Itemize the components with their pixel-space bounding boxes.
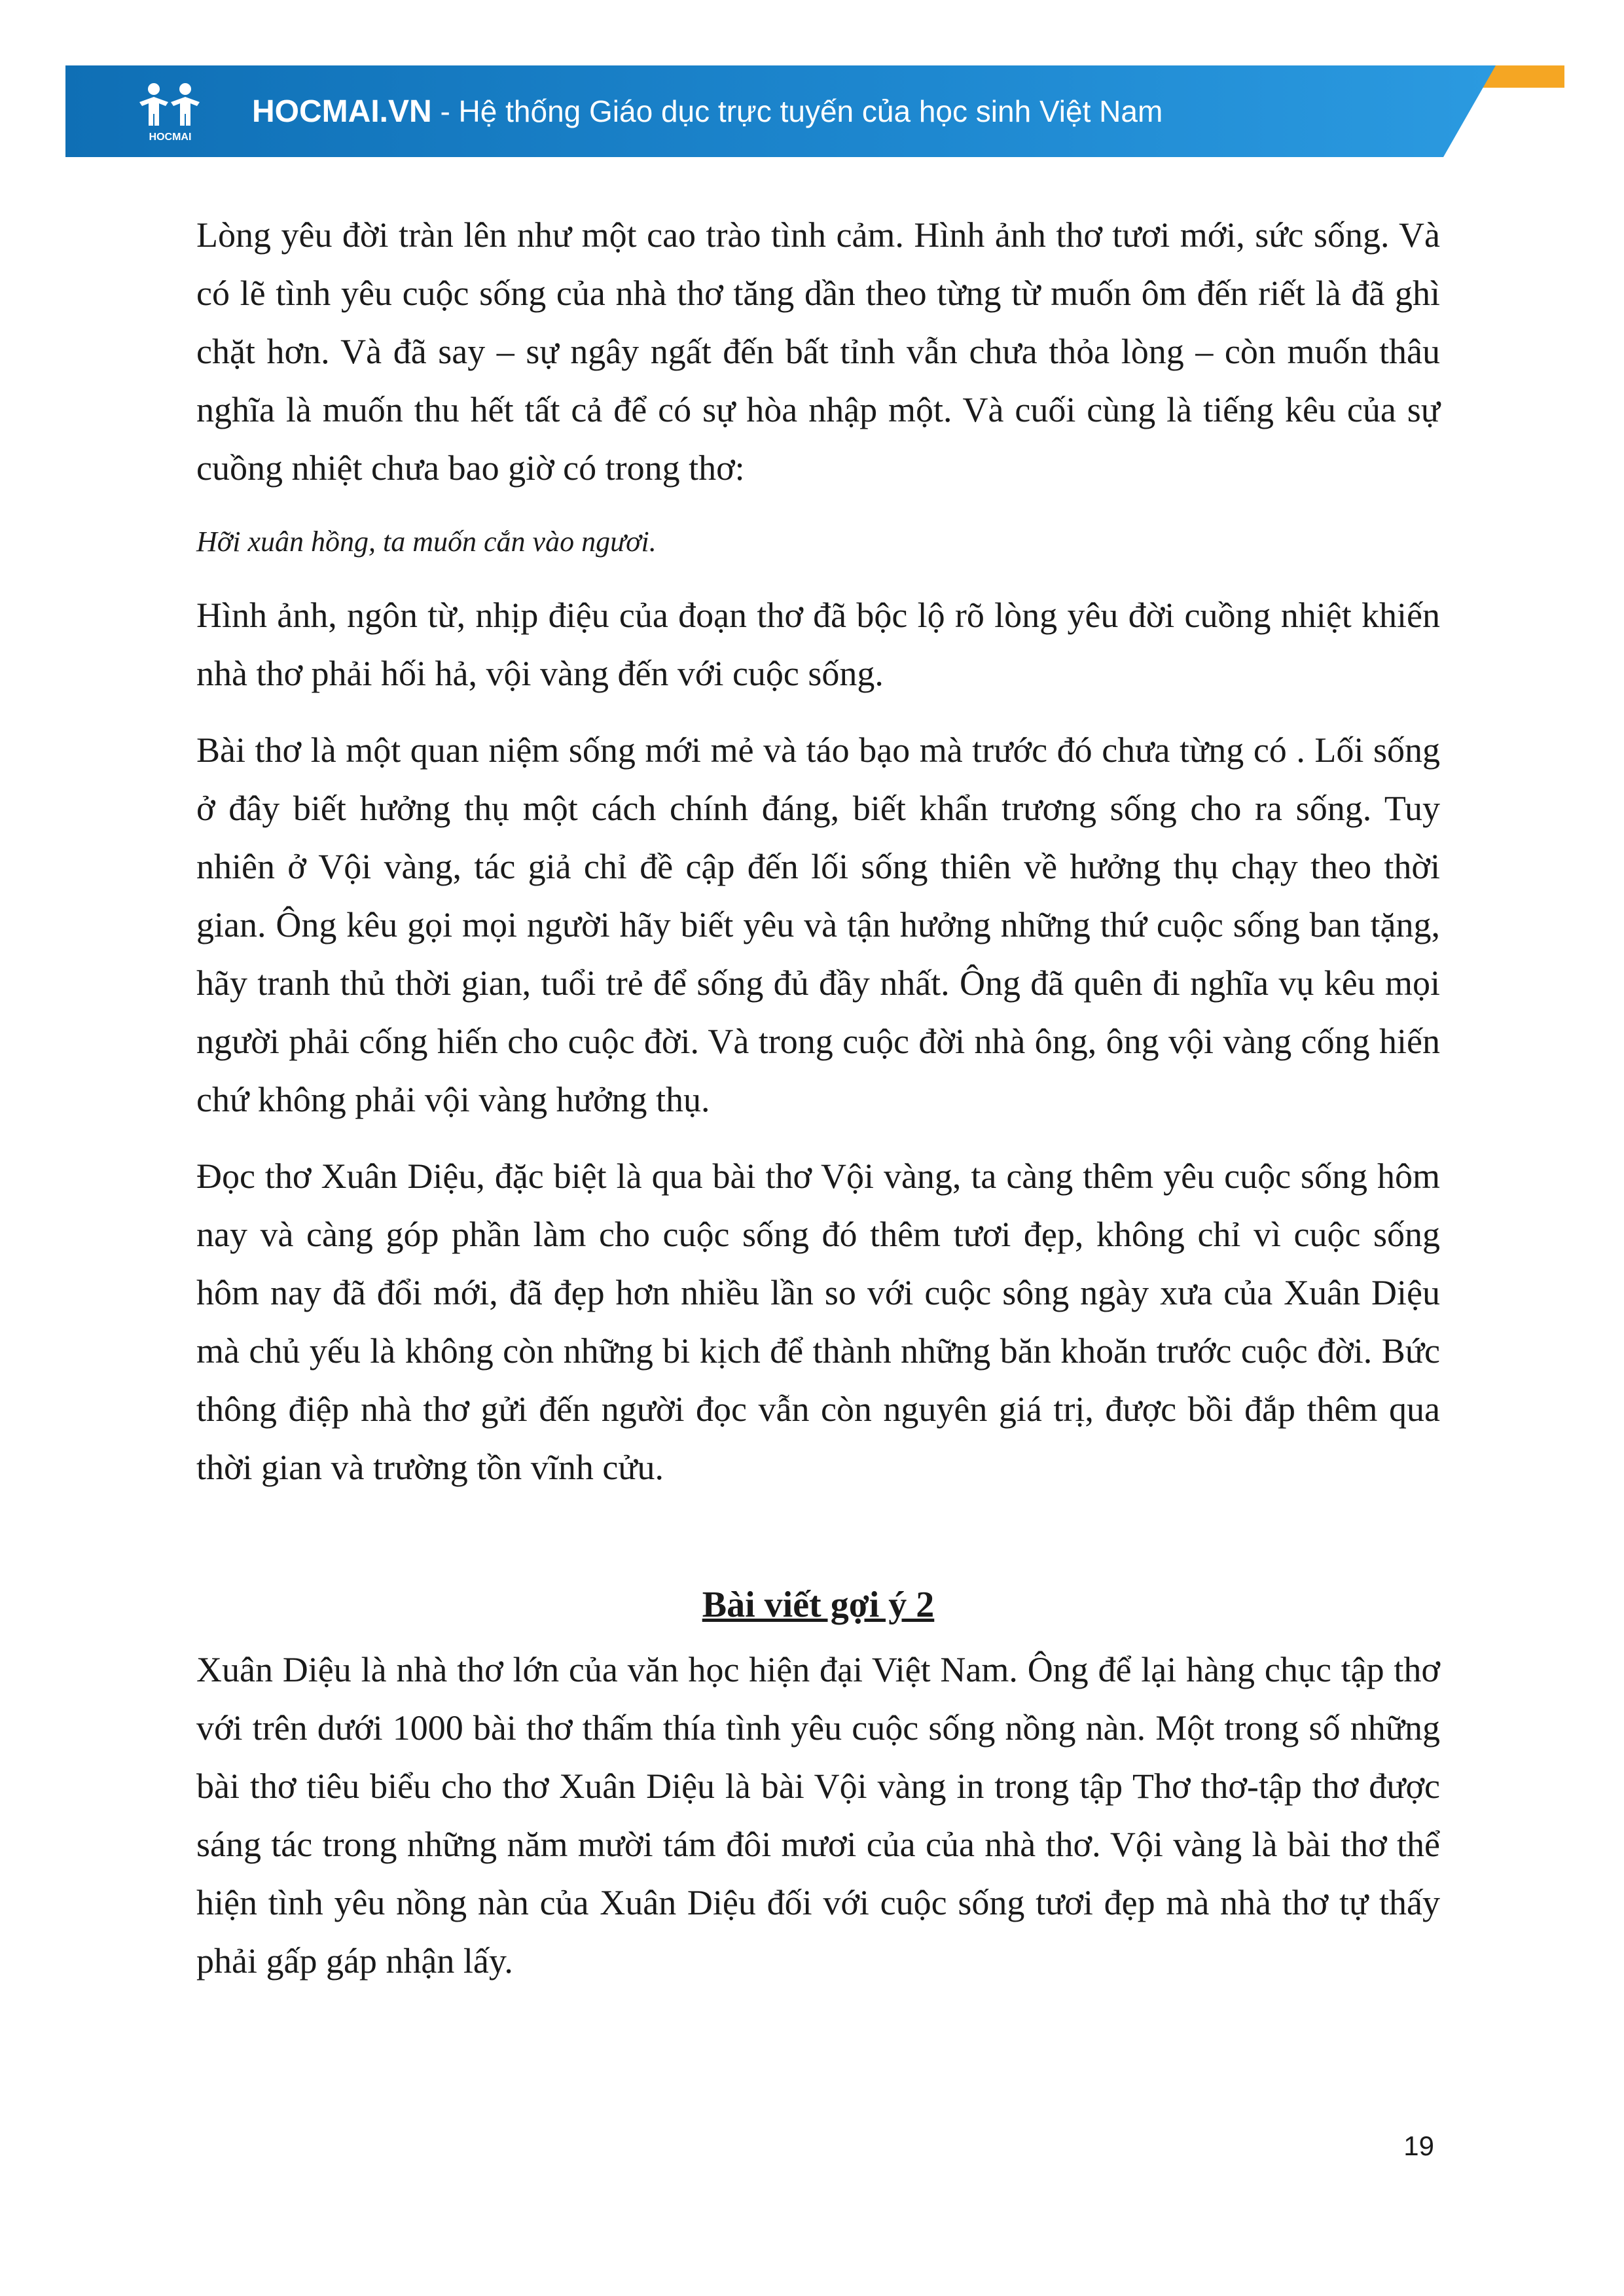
poem-quote: Hỡi xuân hồng, ta muốn cắn vào ngươi.: [196, 526, 657, 558]
header-banner: [65, 65, 1564, 157]
logo-caption: HOCMAI: [149, 132, 192, 143]
paragraph-5: Xuân Diệu là nhà thơ lớn của văn học hiện đại Việt Nam. Ông để lại hàng chục tập thơ với trên dưới 1000 bài thơ thấm thía tình yêu cuộc sống nồng nàn. Một trong số những bài thơ tiêu biểu cho thơ Xuân Diệu là bài Vội vàng in trong tập Thơ thơ-tập thơ được sáng tác trong những năm mười tám đôi mươi của của nhà thơ. Vội vàng là bài thơ thể hiện tình yêu nồng nàn của Xuân Diệu đối với cuộc sống tươi đẹp mà nhà thơ tự thấy phải gấp gáp nhận lấy.: [196, 1650, 1440, 1981]
paragraph-4: Đọc thơ Xuân Diệu, đặc biệt là qua bài thơ Vội vàng, ta càng thêm yêu cuộc sống hôm nay và càng góp phần làm cho cuộc sống đó thêm tươi đẹp, không chỉ vì cuộc sống hôm nay đã đổi mới, đã đẹp hơn nhiều lần so với cuộc sông ngày xưa của Xuân Diệu mà chủ yếu là không còn những bi kịch để thành những băn khoăn trước cuộc đời. Bức thông điệp nhà thơ gửi đến người đọc vẫn còn nguyên giá trị, được bồi đắp thêm qua thời gian và trường tồn vĩnh cửu.: [196, 1157, 1440, 1487]
page-number: 19: [1403, 2130, 1434, 2161]
header-title: [252, 65, 1163, 157]
section-title: Bài viết gợi ý 2: [702, 1585, 935, 1625]
logo-people-icon: [134, 80, 206, 145]
document-body: [196, 206, 1440, 2009]
paragraph-1: Lòng yêu đời tràn lên như một cao trào tình cảm. Hình ảnh thơ tươi mới, sức sống. Và có lẽ tình yêu cuộc sống của nhà thơ tăng dần theo từng từ muốn ôm đến riết là đã ghì chặt hơn. Và đã say – sự ngây ngất đến bất tỉnh vẫn chưa thỏa lòng – còn muốn thâu nghĩa là muốn thu hết tất cả để có sự hòa nhập một. Và cuối cùng là tiếng kêu của sự cuồng nhiệt chưa bao giờ có trong thơ:: [196, 215, 1440, 488]
paragraph-2: Hình ảnh, ngôn từ, nhịp điệu của đoạn thơ đã bộc lộ rõ lòng yêu đời cuồng nhiệt khiến nhà thơ phải hối hả, vội vàng đến với cuộc sống.: [196, 596, 1440, 693]
header-tagline: - Hệ thống Giáo dục trực tuyến của học sinh Việt Nam: [431, 94, 1163, 128]
brand-name: HOCMAI.VN: [252, 94, 432, 129]
hocmai-logo: [134, 80, 206, 145]
paragraph-3: Bài thơ là một quan niệm sống mới mẻ và táo bạo mà trước đó chưa từng có . Lối sống ở đây biết hưởng thụ một cách chính đáng, biết khẩn trương sống cho ra sống. Tuy nhiên ở Vội vàng, tác giả chỉ đề cập đến lối sống thiên về hưởng thụ chạy theo thời gian. Ông kêu gọi mọi người hãy biết yêu và tận hưởng những thứ cuộc sống ban tặng, hãy tranh thủ thời gian, tuổi trẻ để sống đủ đầy nhất. Ông đã quên đi nghĩa vụ kêu mọi người phải cống hiến cho cuộc đời. Và trong cuộc đời nhà ông, ông vội vàng cống hiến chứ không phải vội vàng hưởng thụ.: [196, 730, 1440, 1119]
